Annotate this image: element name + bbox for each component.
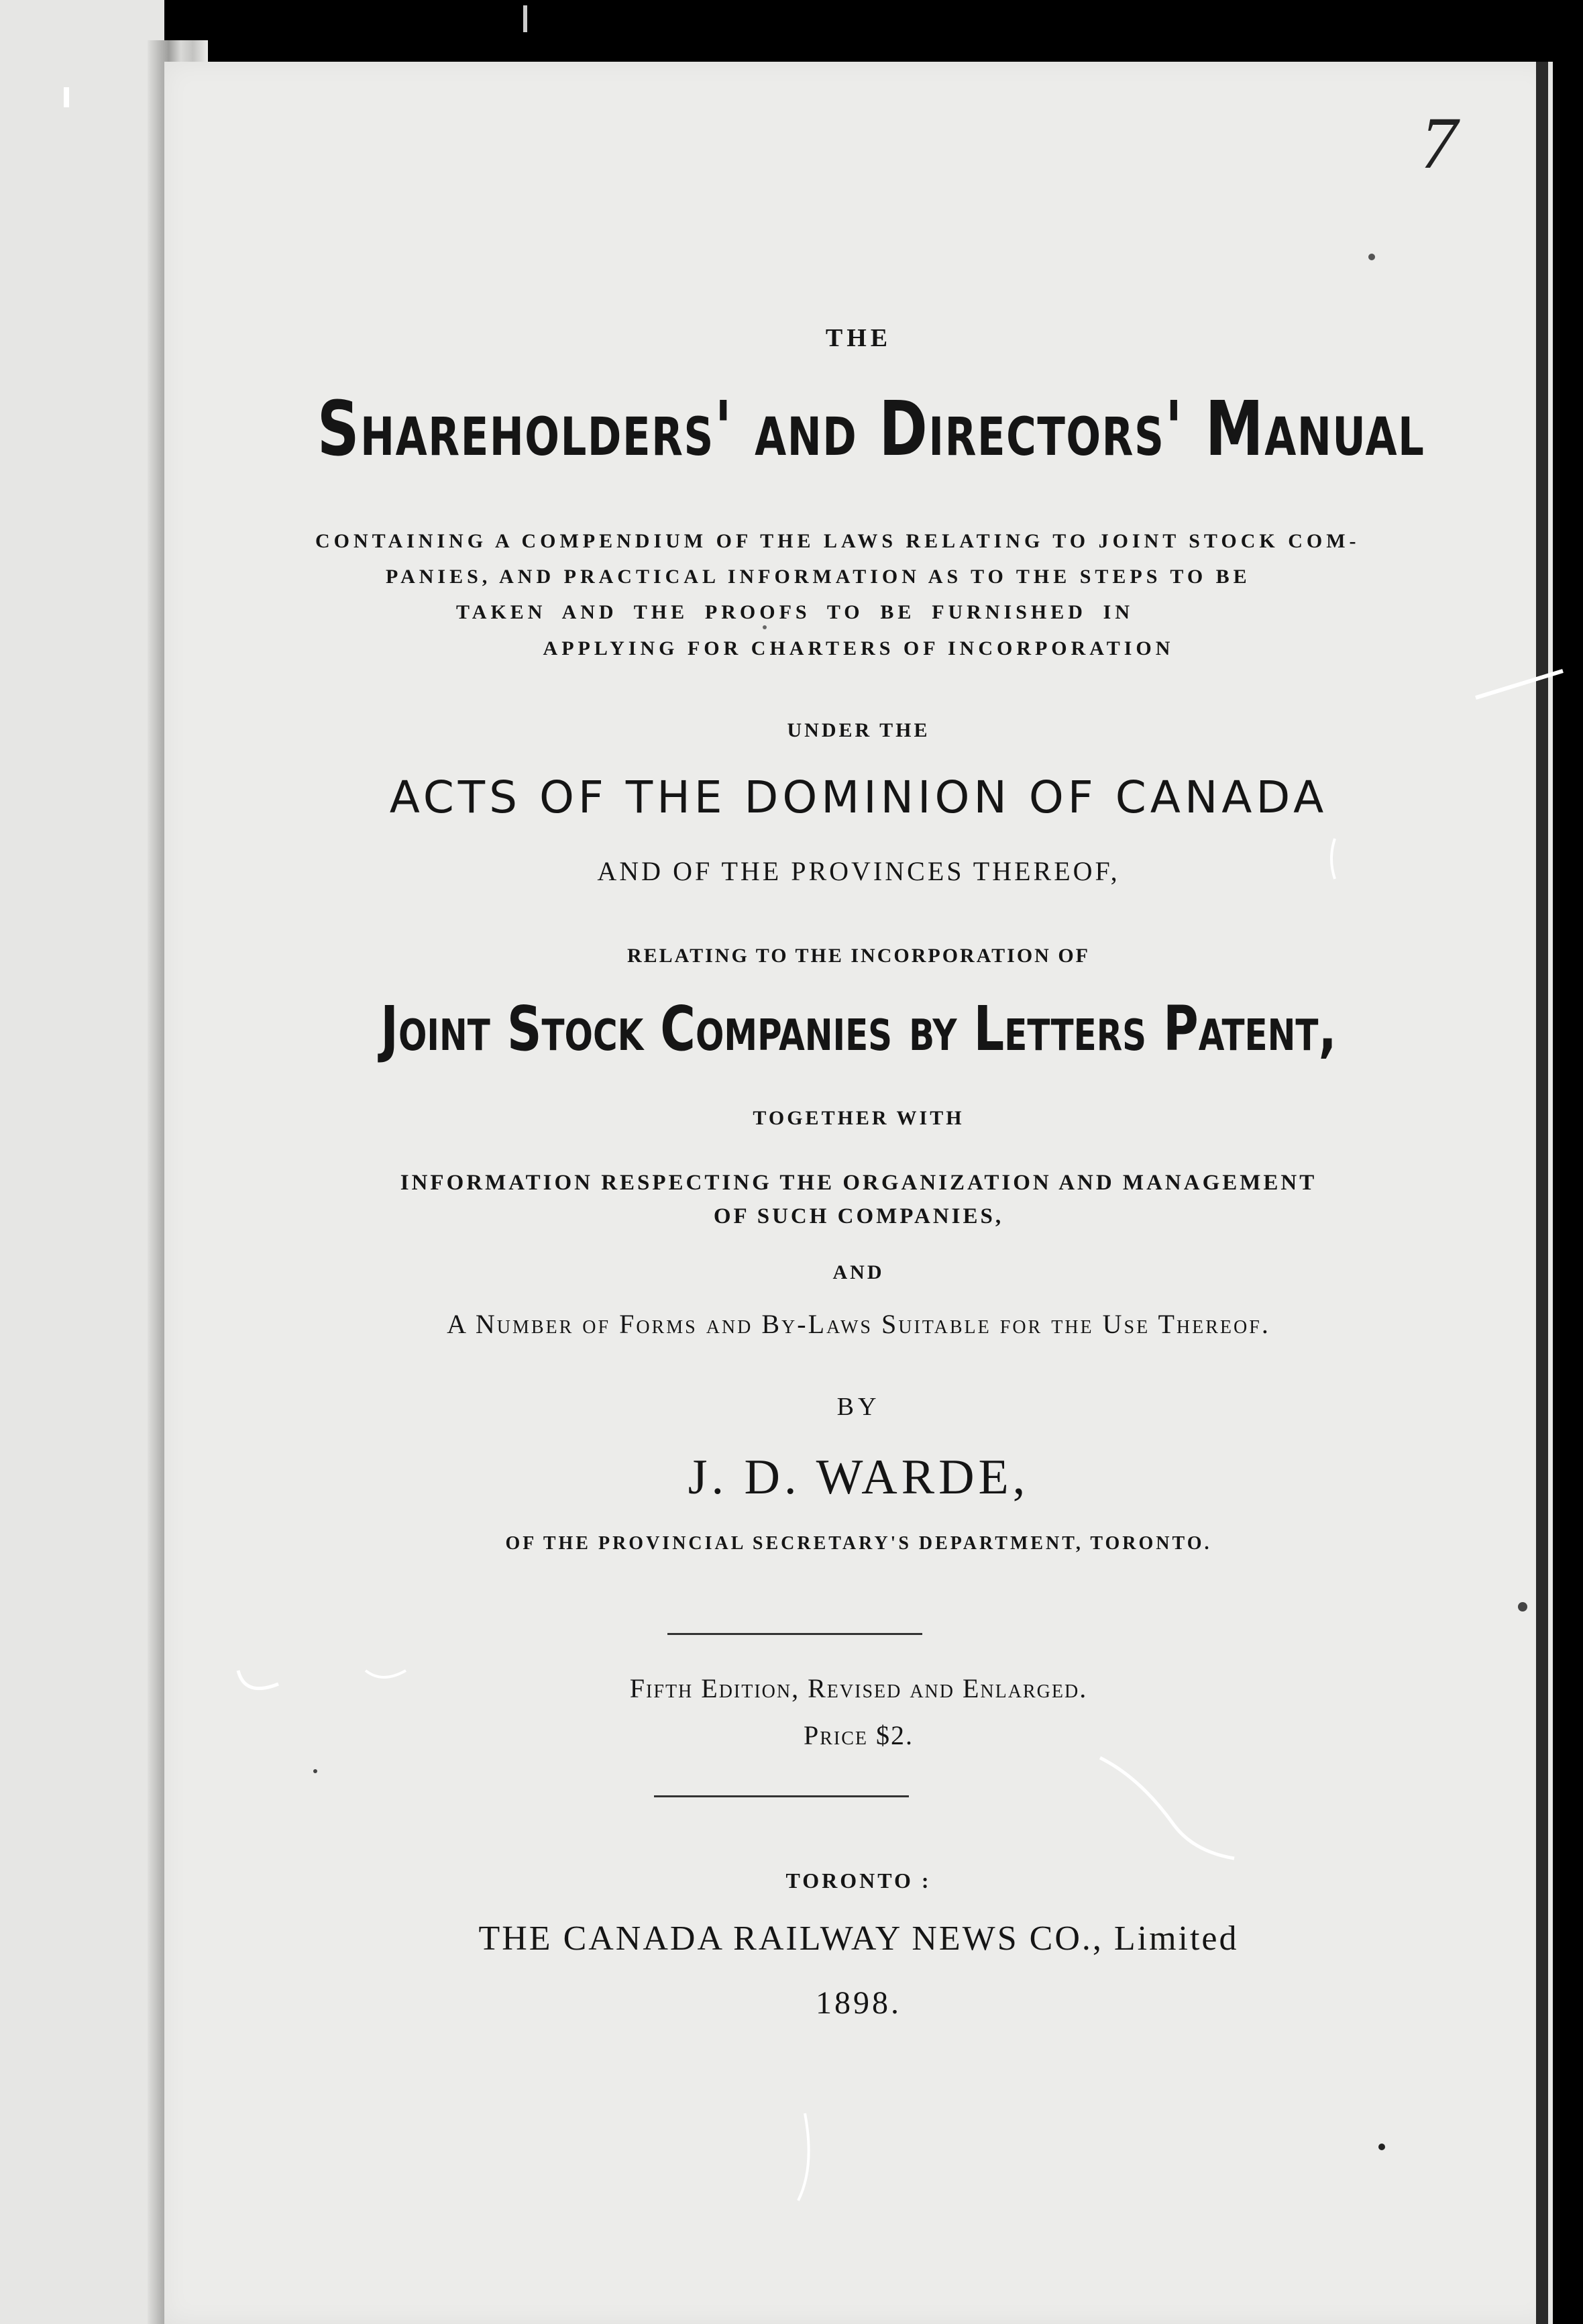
provinces-line: AND OF THE PROVINCES THEREOF, xyxy=(597,856,1120,886)
together-with-text: TOGETHER WITH xyxy=(753,1107,965,1129)
information-line-1: INFORMATION RESPECTING THE ORGANIZATION AND MANAGEMENT xyxy=(400,1171,1317,1195)
description-line-2: PANIES, AND PRACTICAL INFORMATION AS TO THE STEPS TO BE xyxy=(386,566,1251,588)
author-department: OF THE PROVINCIAL SECRETARY'S DEPARTMENT, TORONTO. xyxy=(505,1533,1212,1554)
under-the-text: UNDER THE xyxy=(787,719,930,741)
description-line-3: TAKEN AND THE PROOFS TO BE FURNISHED IN xyxy=(456,601,1134,623)
title-prefix: THE xyxy=(825,324,892,352)
scan-top-border xyxy=(0,0,1583,54)
author-name: J. D. WARDE, xyxy=(688,1450,1030,1505)
joint-stock-heading: Joint Stock Companies by Letters Patent, xyxy=(380,993,1337,1065)
and-text: AND xyxy=(832,1261,885,1283)
relating-line: RELATING TO THE INCORPORATION OF xyxy=(627,945,1090,967)
information-line-2: OF SUCH COMPANIES, xyxy=(713,1204,1004,1228)
publication-year: 1898. xyxy=(816,1985,902,2021)
description-line-1: CONTAINING A COMPENDIUM OF THE LAWS RELATING TO JOINT STOCK COM- xyxy=(315,530,1360,552)
divider-rule-bottom xyxy=(654,1795,909,1797)
scan-left-margin xyxy=(0,0,164,2324)
forms-line: A Number of Forms and By-Laws Suitable for the Use Thereof. xyxy=(447,1309,1270,1339)
divider-rule-top xyxy=(667,1633,922,1635)
by-text: BY xyxy=(836,1393,881,1421)
description-line-4: APPLYING FOR CHARTERS OF INCORPORATION xyxy=(543,637,1175,659)
edition-line: Fifth Edition, Revised and Enlarged. xyxy=(629,1673,1088,1703)
acts-heading: ACTS OF THE DOMINION OF CANADA xyxy=(389,772,1328,823)
price-line: Price $2. xyxy=(803,1720,914,1750)
book-title: Shareholders' and Directors' Manual xyxy=(317,386,1425,473)
publisher-name: THE CANADA RAILWAY NEWS CO., Limited xyxy=(478,1919,1239,1958)
publication-city: TORONTO : xyxy=(785,1868,932,1893)
page-number: 7 xyxy=(1421,102,1458,184)
